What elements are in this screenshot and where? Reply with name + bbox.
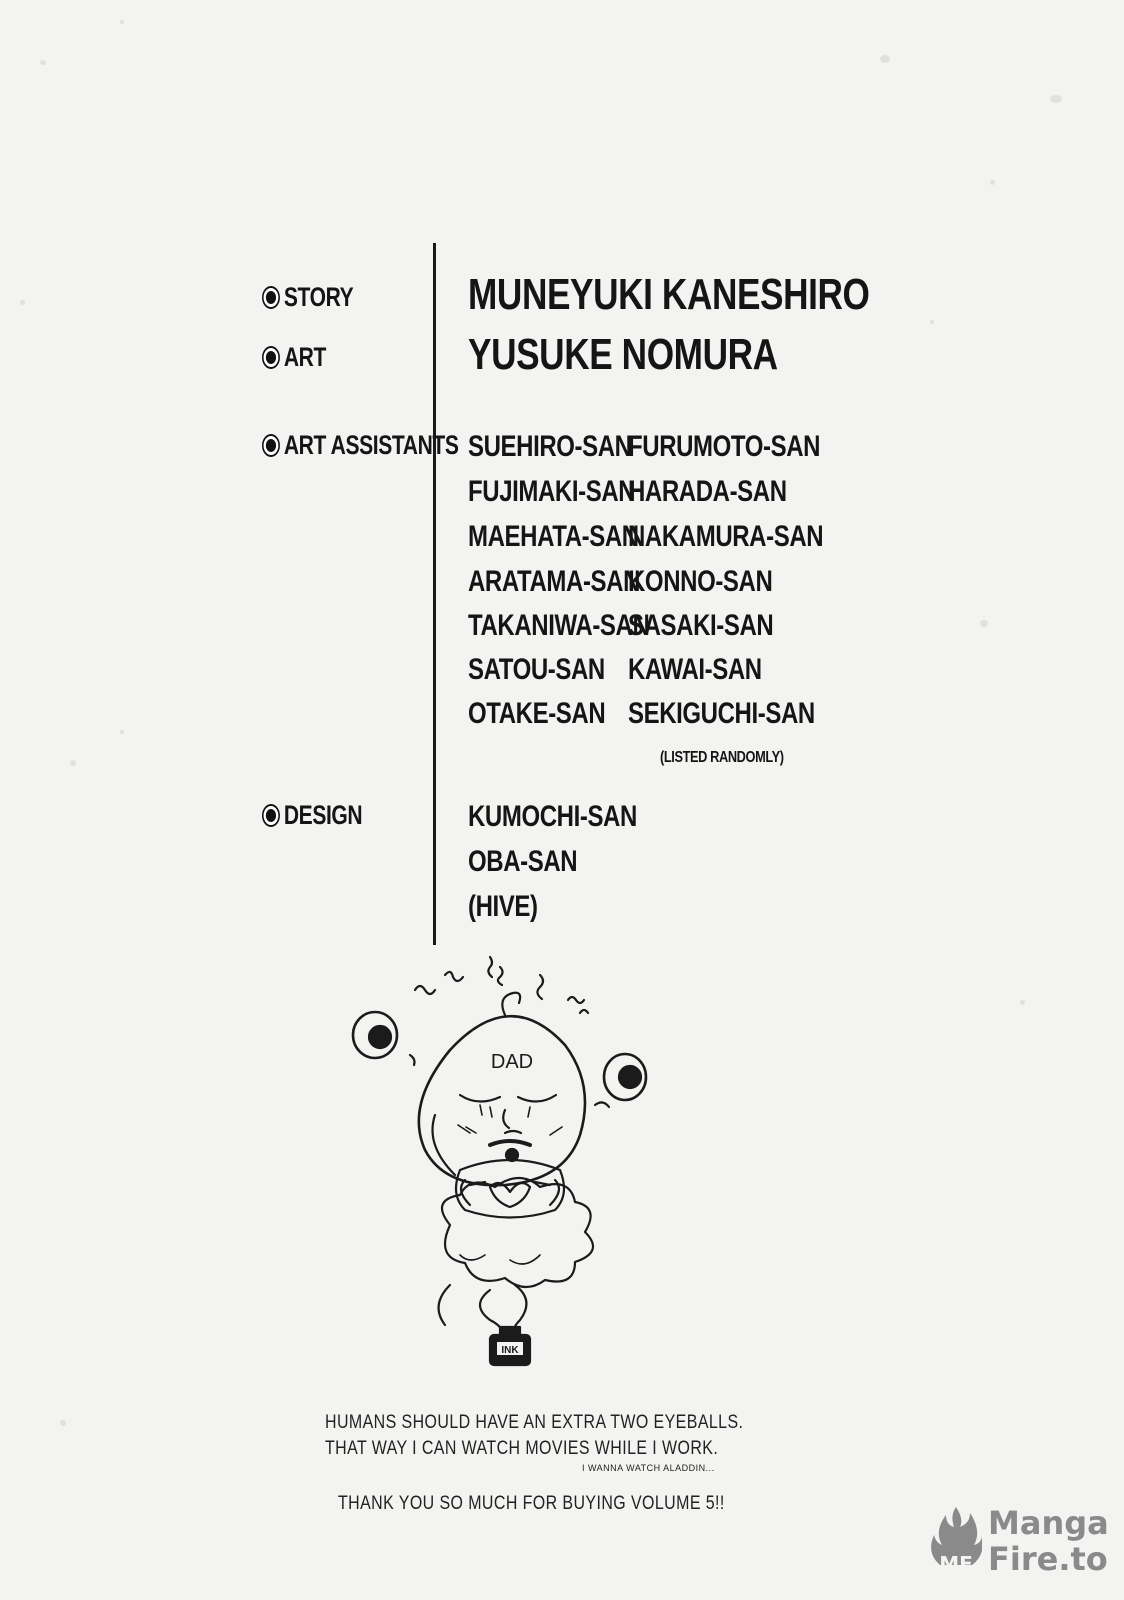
head-label: DAD	[490, 1051, 534, 1073]
svg-text:MF: MF	[939, 1552, 973, 1576]
assistant-name: SUEHIRO-SAN	[468, 430, 632, 463]
role-design	[262, 800, 362, 831]
thanks-message: THANK YOU SO MUCH FOR BUYING VOLUME 5!!	[338, 1493, 725, 1514]
story-name: MUNEYUKI KANESHIRO	[468, 270, 870, 319]
assistant-name: MAEHATA-SAN	[468, 520, 639, 553]
bullet-icon	[262, 286, 280, 309]
design-name: OBA-SAN	[468, 845, 578, 878]
design-name: (HIVE)	[468, 890, 538, 923]
bullet-icon	[262, 434, 280, 457]
divider-line	[433, 243, 436, 945]
bullet-icon	[262, 804, 280, 827]
assistant-name: OTAKE-SAN	[468, 697, 606, 730]
assistant-name: KAWAI-SAN	[628, 653, 762, 686]
role-label: ART	[283, 342, 326, 372]
role-story	[262, 282, 353, 313]
caption-line-1: HUMANS SHOULD HAVE AN EXTRA TWO EYEBALLS.	[325, 1412, 744, 1433]
bottle-label: INK	[501, 1345, 519, 1356]
design-name: KUMOCHI-SAN	[468, 800, 637, 833]
listed-randomly-note: (LISTED RANDOMLY)	[660, 749, 784, 766]
assistant-name: SASAKI-SAN	[628, 609, 774, 642]
assistant-name: KONNO-SAN	[628, 565, 773, 598]
bullet-icon	[262, 346, 280, 369]
assistant-name: FUJIMAKI-SAN	[468, 475, 636, 508]
assistant-name: FURUMOTO-SAN	[628, 430, 821, 463]
caption-line-2: THAT WAY I CAN WATCH MOVIES WHILE I WORK.	[325, 1438, 719, 1459]
watermark-line-1: Manga	[988, 1504, 1109, 1542]
role-art-assistants	[262, 430, 459, 461]
role-label: STORY	[283, 282, 354, 312]
assistant-name: NAKAMURA-SAN	[628, 520, 824, 553]
art-name: YUSUKE NOMURA	[468, 330, 778, 379]
role-label: ART ASSISTANTS	[283, 430, 459, 460]
caption-aside: I WANNA WATCH ALADDIN...	[582, 1463, 715, 1473]
dad-genie-illustration	[340, 955, 680, 1385]
assistant-name: SATOU-SAN	[468, 653, 605, 686]
role-art	[262, 342, 326, 373]
flame-logo-icon	[930, 1505, 982, 1577]
assistant-name: TAKANIWA-SAN	[468, 609, 650, 642]
mangafire-watermark	[930, 1505, 1109, 1577]
assistant-name: SEKIGUCHI-SAN	[628, 697, 815, 730]
assistant-name: HARADA-SAN	[628, 475, 787, 508]
role-label: DESIGN	[283, 800, 363, 830]
watermark-line-2: Fire.to	[988, 1540, 1108, 1578]
assistant-name: ARATAMA-SAN	[468, 565, 641, 598]
